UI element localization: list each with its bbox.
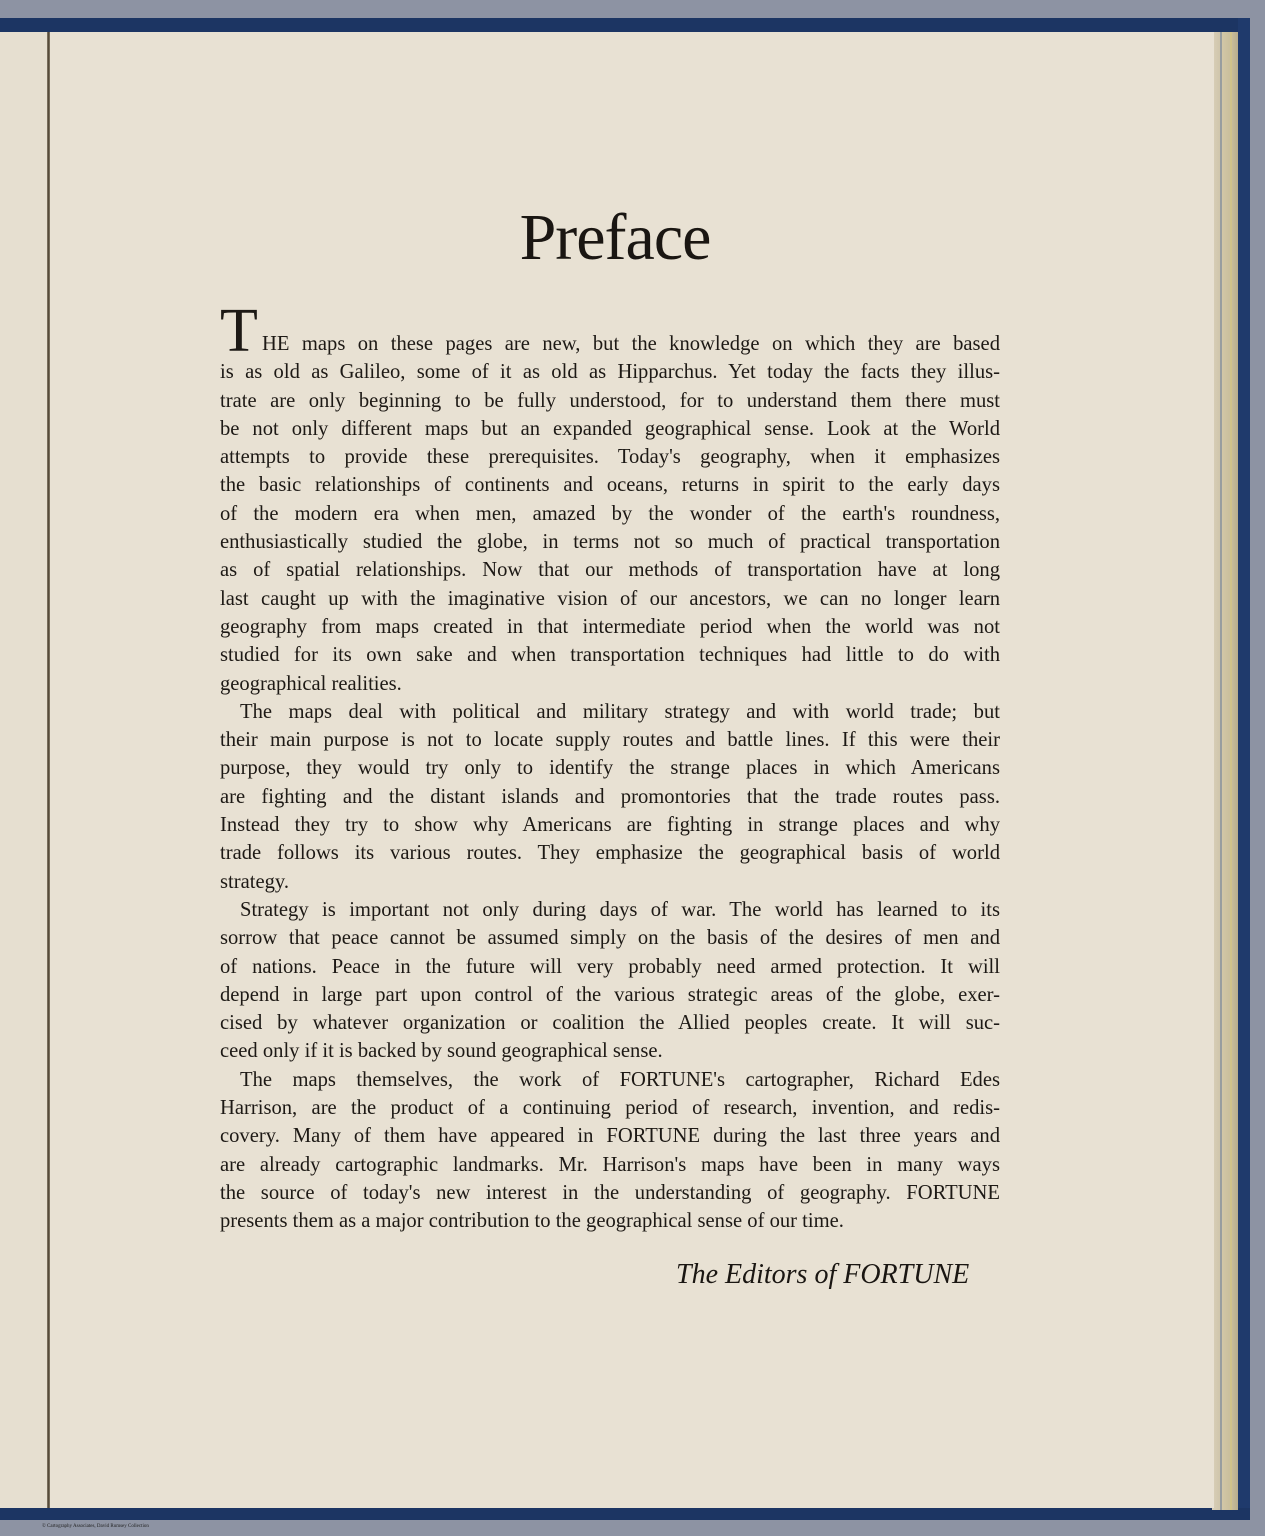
text-line: presents them as a major contribution to the geographical sense of our time. (220, 1210, 844, 1233)
text-line: covery. Many of them have appeared in FORTUNE during the last three years and (220, 1125, 1000, 1148)
text-line: enthusiastically studied the globe, in terms not so much of practical transportation (220, 531, 1000, 554)
text-line: are fighting and the distant islands and promontories that the trade routes pass. (220, 785, 1000, 808)
text-line: the basic relationships of continents and oceans, returns in spirit to the early days (220, 474, 1000, 497)
text-line: of nations. Peace in the future will very probably need armed protection. It will (220, 955, 1000, 978)
text-line: sorrow that peace cannot be assumed simply on the basis of the desires of men and (220, 927, 1000, 950)
text-line: T HE maps on these pages are new, but the knowledge on which they are based (220, 297, 1000, 365)
text-line: geographical realities. (220, 672, 402, 695)
paragraph-2 (220, 698, 1000, 896)
text-line: attempts to provide these prerequisites. Today's geography, when it emphasizes (220, 446, 1000, 469)
text-line: the source of today's new interest in the understanding of geography. FORTUNE (220, 1181, 1000, 1204)
paragraph-4 (220, 1066, 1000, 1236)
text-line: Strategy is important not only during days of war. The world has learned to its (240, 898, 1000, 921)
text-line: depend in large part upon control of the various strategic areas of the globe, exer- (220, 983, 1000, 1006)
text-line: last caught up with the imaginative vision of our ancestors, we can no longer learn (220, 587, 1000, 610)
text-line: trate are only beginning to be fully understood, for to understand them there must (220, 389, 1000, 412)
paragraph-1 (220, 297, 1000, 698)
text-line: their main purpose is not to locate supply routes and battle lines. If this were their (220, 729, 1000, 752)
signature: The Editors of FORTUNE (676, 1259, 970, 1290)
copyright-credit: © Cartography Associates, David Rumsey Collection (42, 1524, 149, 1529)
text-line: The maps themselves, the work of FORTUNE's cartographer, Richard Edes (240, 1068, 1000, 1091)
text-line: The maps deal with political and military strategy and with world trade; but (240, 700, 1000, 723)
book-page (0, 32, 1214, 1508)
preface-body (220, 297, 1000, 1236)
text-line: trade follows its various routes. They emphasize the geographical basis of world (220, 842, 1000, 865)
text-line: be not only different maps but an expanded geographical sense. Look at the World (220, 417, 1000, 440)
text-line: studied for its own sake and when transportation techniques had little to do with (220, 644, 1000, 667)
text-line: purpose, they would try only to identify the strange places in which Americans (220, 757, 1000, 780)
book-cover-right (1238, 18, 1250, 1518)
text-line: of the modern era when men, amazed by the wonder of the earth's roundness, (220, 502, 1000, 525)
text-line: ceed only if it is backed by sound geographical sense. (220, 1040, 663, 1063)
text-line: Instead they try to show why Americans are fighting in strange places and why (220, 814, 1000, 837)
text-line: is as old as Galileo, some of it as old as Hipparchus. Yet today the facts they illus- (220, 361, 1000, 384)
text-line: cised by whatever organization or coalition the Allied peoples create. It will suc- (220, 1012, 1000, 1035)
text-line: are already cartographic landmarks. Mr. Harrison's maps have been in many ways (220, 1153, 1000, 1176)
text-line: as of spatial relationships. Now that our methods of transportation have at long (220, 559, 1000, 582)
text-line: strategy. (220, 870, 290, 893)
paragraph-3 (220, 896, 1000, 1066)
text-line: geography from maps created in that intermediate period when the world was not (220, 615, 1000, 638)
page-title: Preface (519, 201, 711, 274)
drop-cap: T (220, 297, 258, 365)
book-cover-bottom (0, 1508, 1250, 1520)
book-cover-top (0, 18, 1245, 32)
text-line: Harrison, are the product of a continuing period of research, invention, and redis- (220, 1097, 1000, 1120)
